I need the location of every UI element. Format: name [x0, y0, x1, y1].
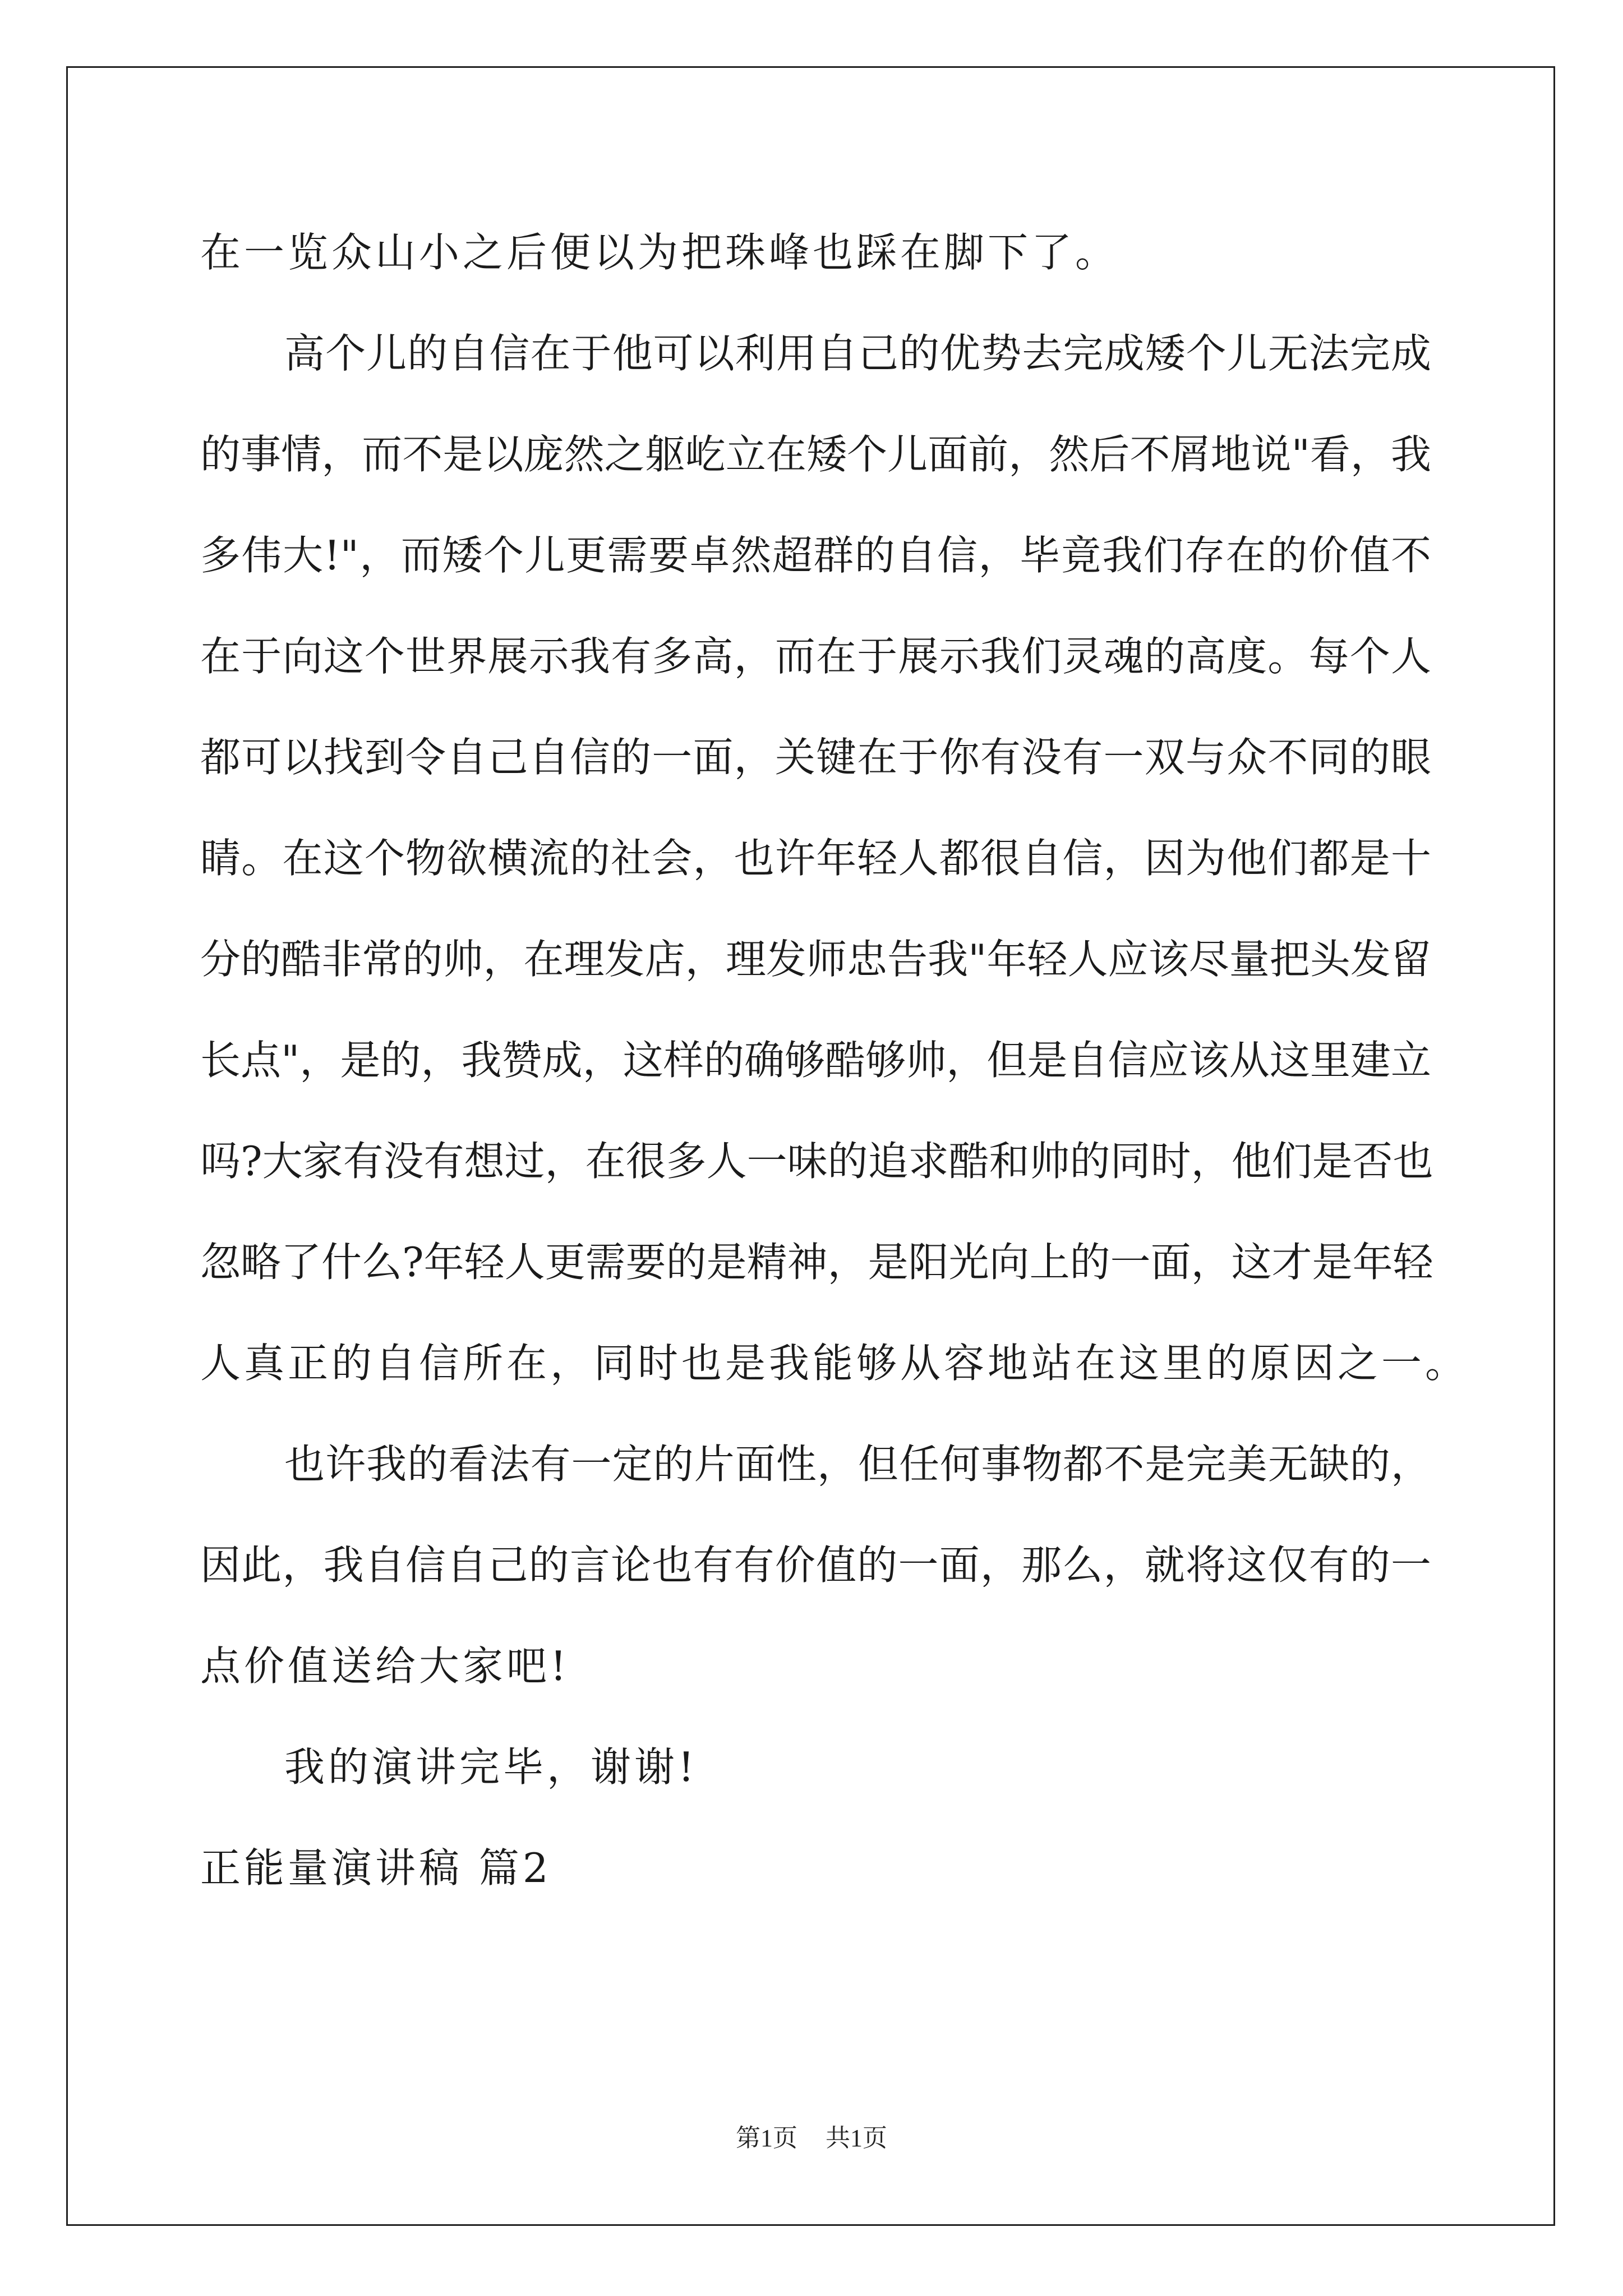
- text-line: 多伟大!"，而矮个儿更需要卓然超群的自信，毕竟我们存在的价值不: [200, 532, 1431, 579]
- text-line: 人真正的自信所在，同时也是我能够从容地站在这里的原因之一。: [200, 1340, 1469, 1387]
- text-line: 睛。在这个物欲横流的社会，也许年轻人都很自信，因为他们都是十: [200, 835, 1431, 882]
- page-total: 共1页: [826, 2124, 887, 2152]
- text-line: 都可以找到令自己自信的一面，关键在于你有没有一双与众不同的眼: [200, 734, 1431, 781]
- page-number: 第1页: [736, 2124, 797, 2152]
- text-line: 的事情，而不是以庞然之躯屹立在矮个儿面前，然后不屑地说"看，我: [200, 431, 1431, 478]
- page-footer: [0, 2118, 1623, 2154]
- text-line: 长点"，是的，我赞成，这样的确够酷够帅，但是自信应该从这里建立: [200, 1037, 1431, 1084]
- text-line: 吗?大家有没有想过，在很多人一味的追求酷和帅的同时，他们是否也: [200, 1138, 1433, 1185]
- text-line: 点价值送给大家吧!: [200, 1642, 570, 1690]
- text-line: 因此，我自信自己的言论也有有价值的一面，那么，就将这仅有的一: [200, 1542, 1431, 1589]
- text-line: 高个儿的自信在于他可以利用自己的优势去完成矮个儿无法完成: [284, 330, 1431, 377]
- text-line: 分的酷非常的帅，在理发店，理发师忠告我"年轻人应该尽量把头发留: [200, 936, 1431, 983]
- text-line: 在一览众山小之后便以为把珠峰也踩在脚下了。: [200, 229, 1119, 276]
- text-line: 在于向这个世界展示我有多高，而在于展示我们灵魂的高度。每个人: [200, 633, 1431, 680]
- text-line: 忽略了什么?年轻人更需要的是精神，是阳光向上的一面，这才是年轻: [200, 1239, 1433, 1286]
- text-line: 也许我的看法有一定的片面性，但任何事物都不是完美无缺的，: [284, 1441, 1431, 1488]
- section-heading: 正能量演讲稿 篇2: [200, 1844, 552, 1892]
- text-line: 我的演讲完毕，谢谢!: [284, 1743, 698, 1791]
- document-body: [200, 216, 1469, 1932]
